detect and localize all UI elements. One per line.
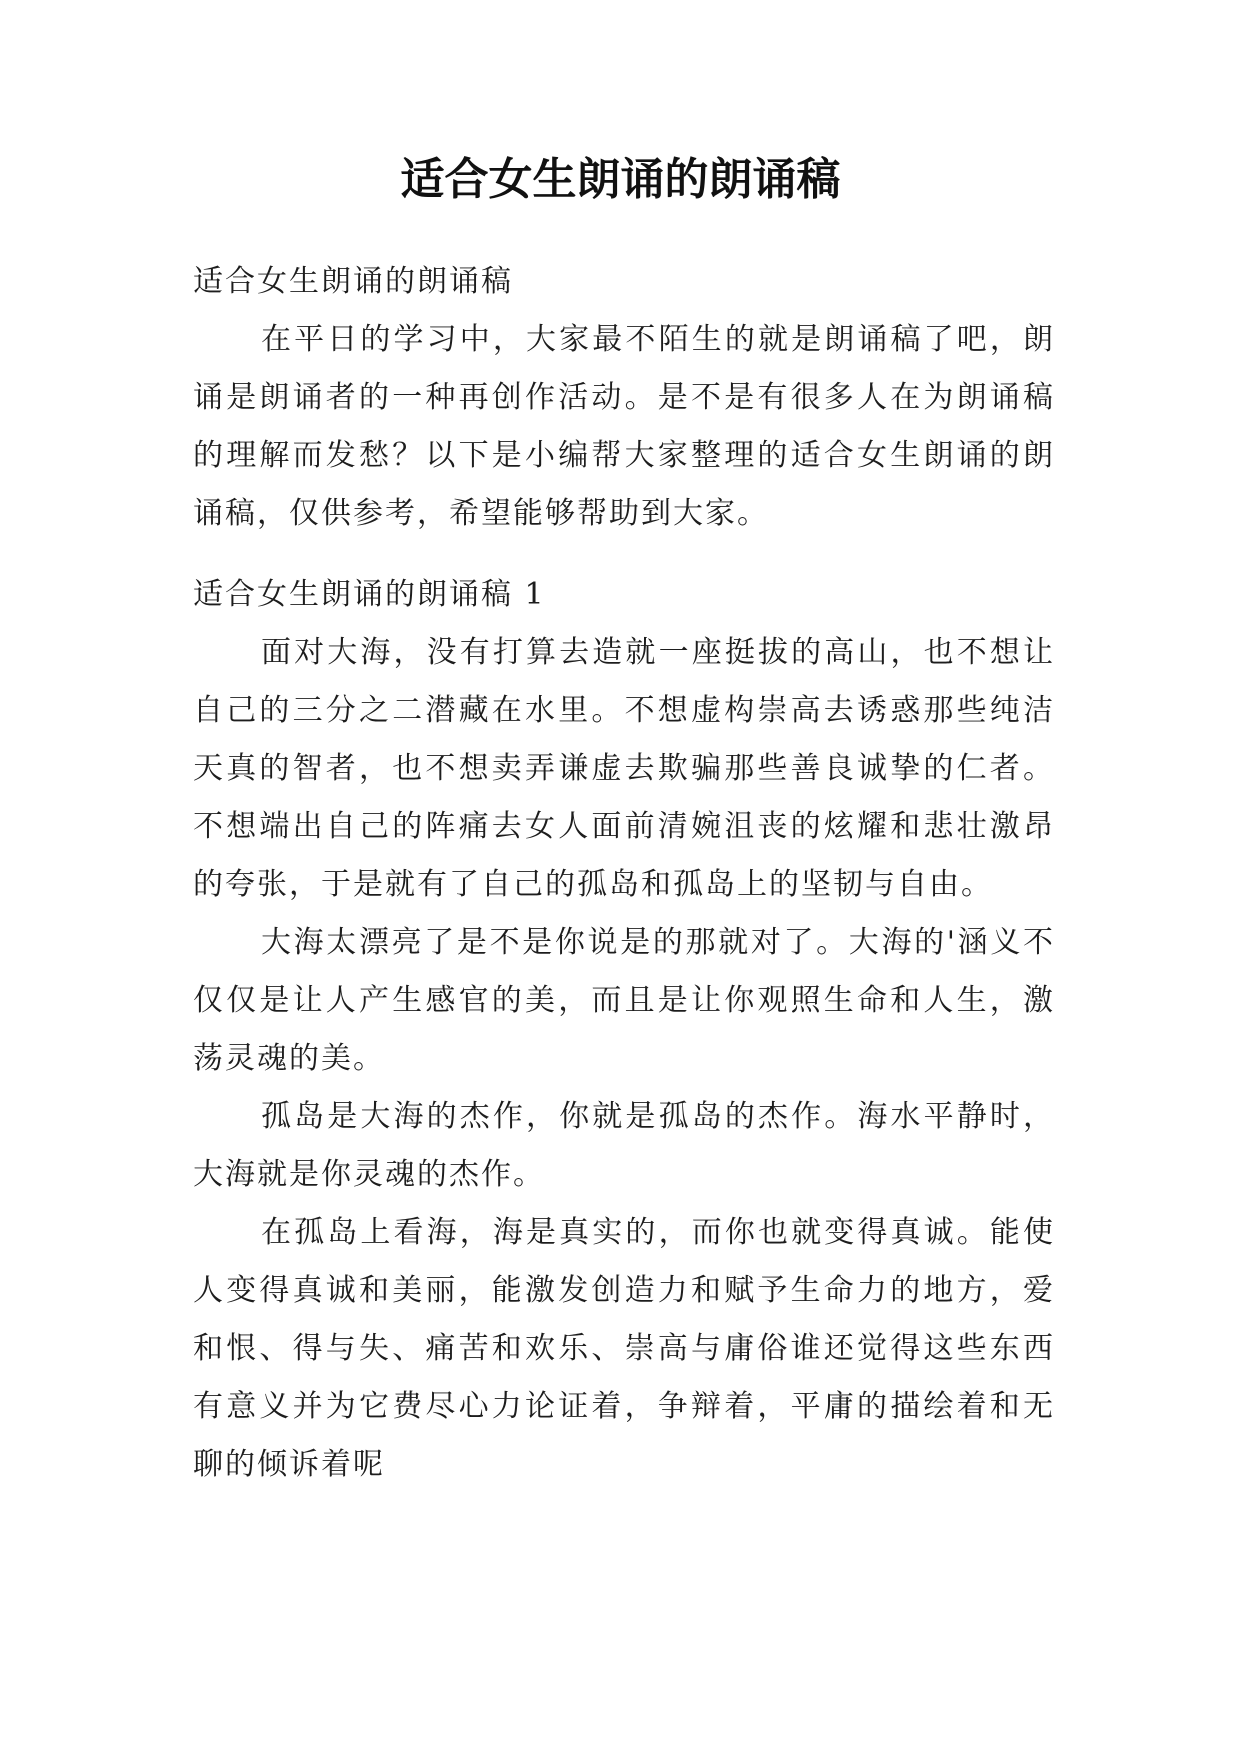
section-1-heading: 适合女生朗诵的朗诵稿 1 — [193, 577, 546, 612]
document-title: 适合女生朗诵的朗诵稿 — [400, 154, 841, 205]
section-1 — [193, 566, 1055, 1494]
intro-section — [193, 253, 1055, 543]
intro-heading: 适合女生朗诵的朗诵稿 — [193, 264, 513, 299]
section-1-paragraph-1: 面对大海，没有打算去造就一座挺拔的高山，也不想让自己的三分之二潜藏在水里。不想虚构崇高去诱惑那些纯洁天真的智者，也不想卖弄谦虚去欺骗那些善良诚挚的仁者。不想端出自己的阵痛去女人面前清婉沮丧的炫耀和悲壮激昂的夸张，于是就有了自己的孤岛和孤岛上的坚韧与自由。 — [193, 635, 1055, 902]
section-1-paragraph-2: 大海太漂亮了是不是你说是的那就对了。大海的'涵义不仅仅是让人产生感官的美，而且是让你观照生命和人生，激荡灵魂的美。 — [193, 925, 1055, 1076]
intro-paragraph: 在平日的学习中，大家最不陌生的就是朗诵稿了吧，朗诵是朗诵者的一种再创作活动。是不是有很多人在为朗诵稿的理解而发愁？以下是小编帮大家整理的适合女生朗诵的朗诵稿，仅供参考，希望能够帮助到大家。 — [193, 322, 1055, 531]
section-1-paragraph-3: 孤岛是大海的杰作，你就是孤岛的杰作。海水平静时，大海就是你灵魂的杰作。 — [193, 1099, 1055, 1192]
section-1-paragraph-4: 在孤岛上看海，海是真实的，而你也就变得真诚。能使人变得真诚和美丽，能激发创造力和赋予生命力的地方，爱和恨、得与失、痛苦和欢乐、崇高与庸俗谁还觉得这些东西有意义并为它费尽心力论证着，争辩着，平庸的描绘着和无聊的倾诉着呢 — [193, 1215, 1055, 1482]
